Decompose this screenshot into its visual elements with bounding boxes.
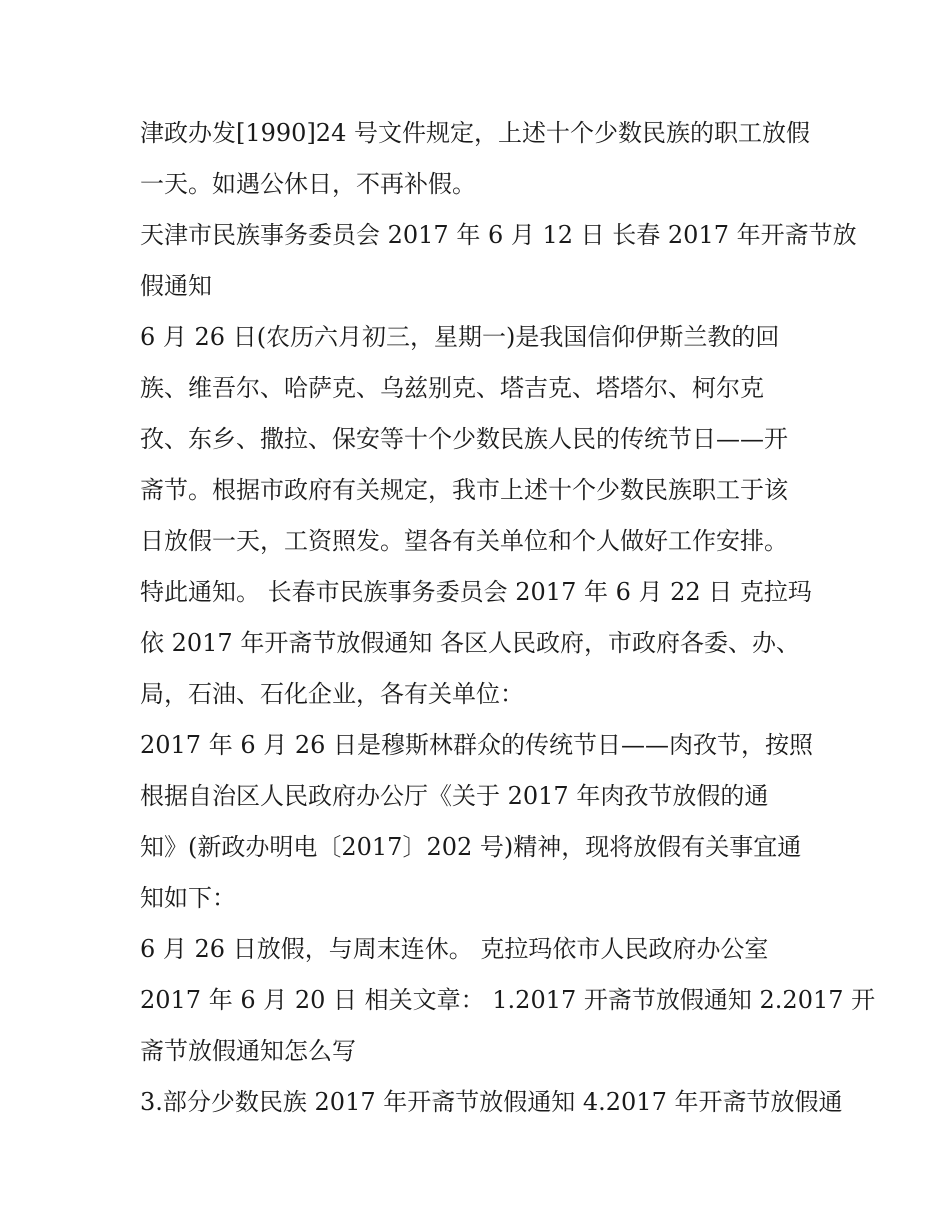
text-line: 6 月 26 日(农历六月初三，星期一)是我国信仰伊斯兰教的回 bbox=[140, 323, 780, 351]
document-body bbox=[140, 108, 876, 1128]
text-line: 2017 年 6 月 26 日是穆斯林群众的传统节日——肉孜节，按照 bbox=[140, 731, 814, 759]
text-line: 特此通知。 长春市民族事务委员会 2017 年 6 月 22 日 克拉玛 bbox=[140, 578, 812, 606]
text-line: 一天。如遇公休日，不再补假。 bbox=[140, 170, 476, 198]
text-line: 知如下： bbox=[140, 884, 236, 912]
text-line: 日放假一天，工资照发。望各有关单位和个人做好工作安排。 bbox=[140, 527, 788, 555]
text-line: 津政办发[1990]24 号文件规定，上述十个少数民族的职工放假 bbox=[140, 119, 810, 147]
text-line: 2017 年 6 月 20 日 相关文章： 1.2017 开斋节放假通知 2.2017 开 bbox=[140, 986, 876, 1014]
text-line: 3.部分少数民族 2017 年开斋节放假通知 4.2017 年开斋节放假通 bbox=[140, 1088, 843, 1116]
text-line: 族、维吾尔、哈萨克、乌兹别克、塔吉克、塔塔尔、柯尔克 bbox=[140, 374, 764, 402]
text-line: 天津市民族事务委员会 2017 年 6 月 12 日 长春 2017 年开斋节放 bbox=[140, 221, 857, 249]
text-line: 知》(新政办明电〔2017〕202 号)精神，现将放假有关事宜通 bbox=[140, 833, 802, 861]
text-line: 6 月 26 日放假，与周末连休。 克拉玛依市人民政府办公室 bbox=[140, 935, 769, 963]
text-line: 依 2017 年开斋节放假通知 各区人民政府，市政府各委、办、 bbox=[140, 629, 800, 657]
text-line: 孜、东乡、撒拉、保安等十个少数民族人民的传统节日——开 bbox=[140, 425, 788, 453]
text-line: 假通知 bbox=[140, 272, 212, 300]
text-line: 斋节放假通知怎么写 bbox=[140, 1037, 356, 1065]
text-line: 根据自治区人民政府办公厅《关于 2017 年肉孜节放假的通 bbox=[140, 782, 769, 810]
text-line: 斋节。根据市政府有关规定，我市上述十个少数民族职工于该 bbox=[140, 476, 788, 504]
text-line: 局，石油、石化企业，各有关单位： bbox=[140, 680, 524, 708]
